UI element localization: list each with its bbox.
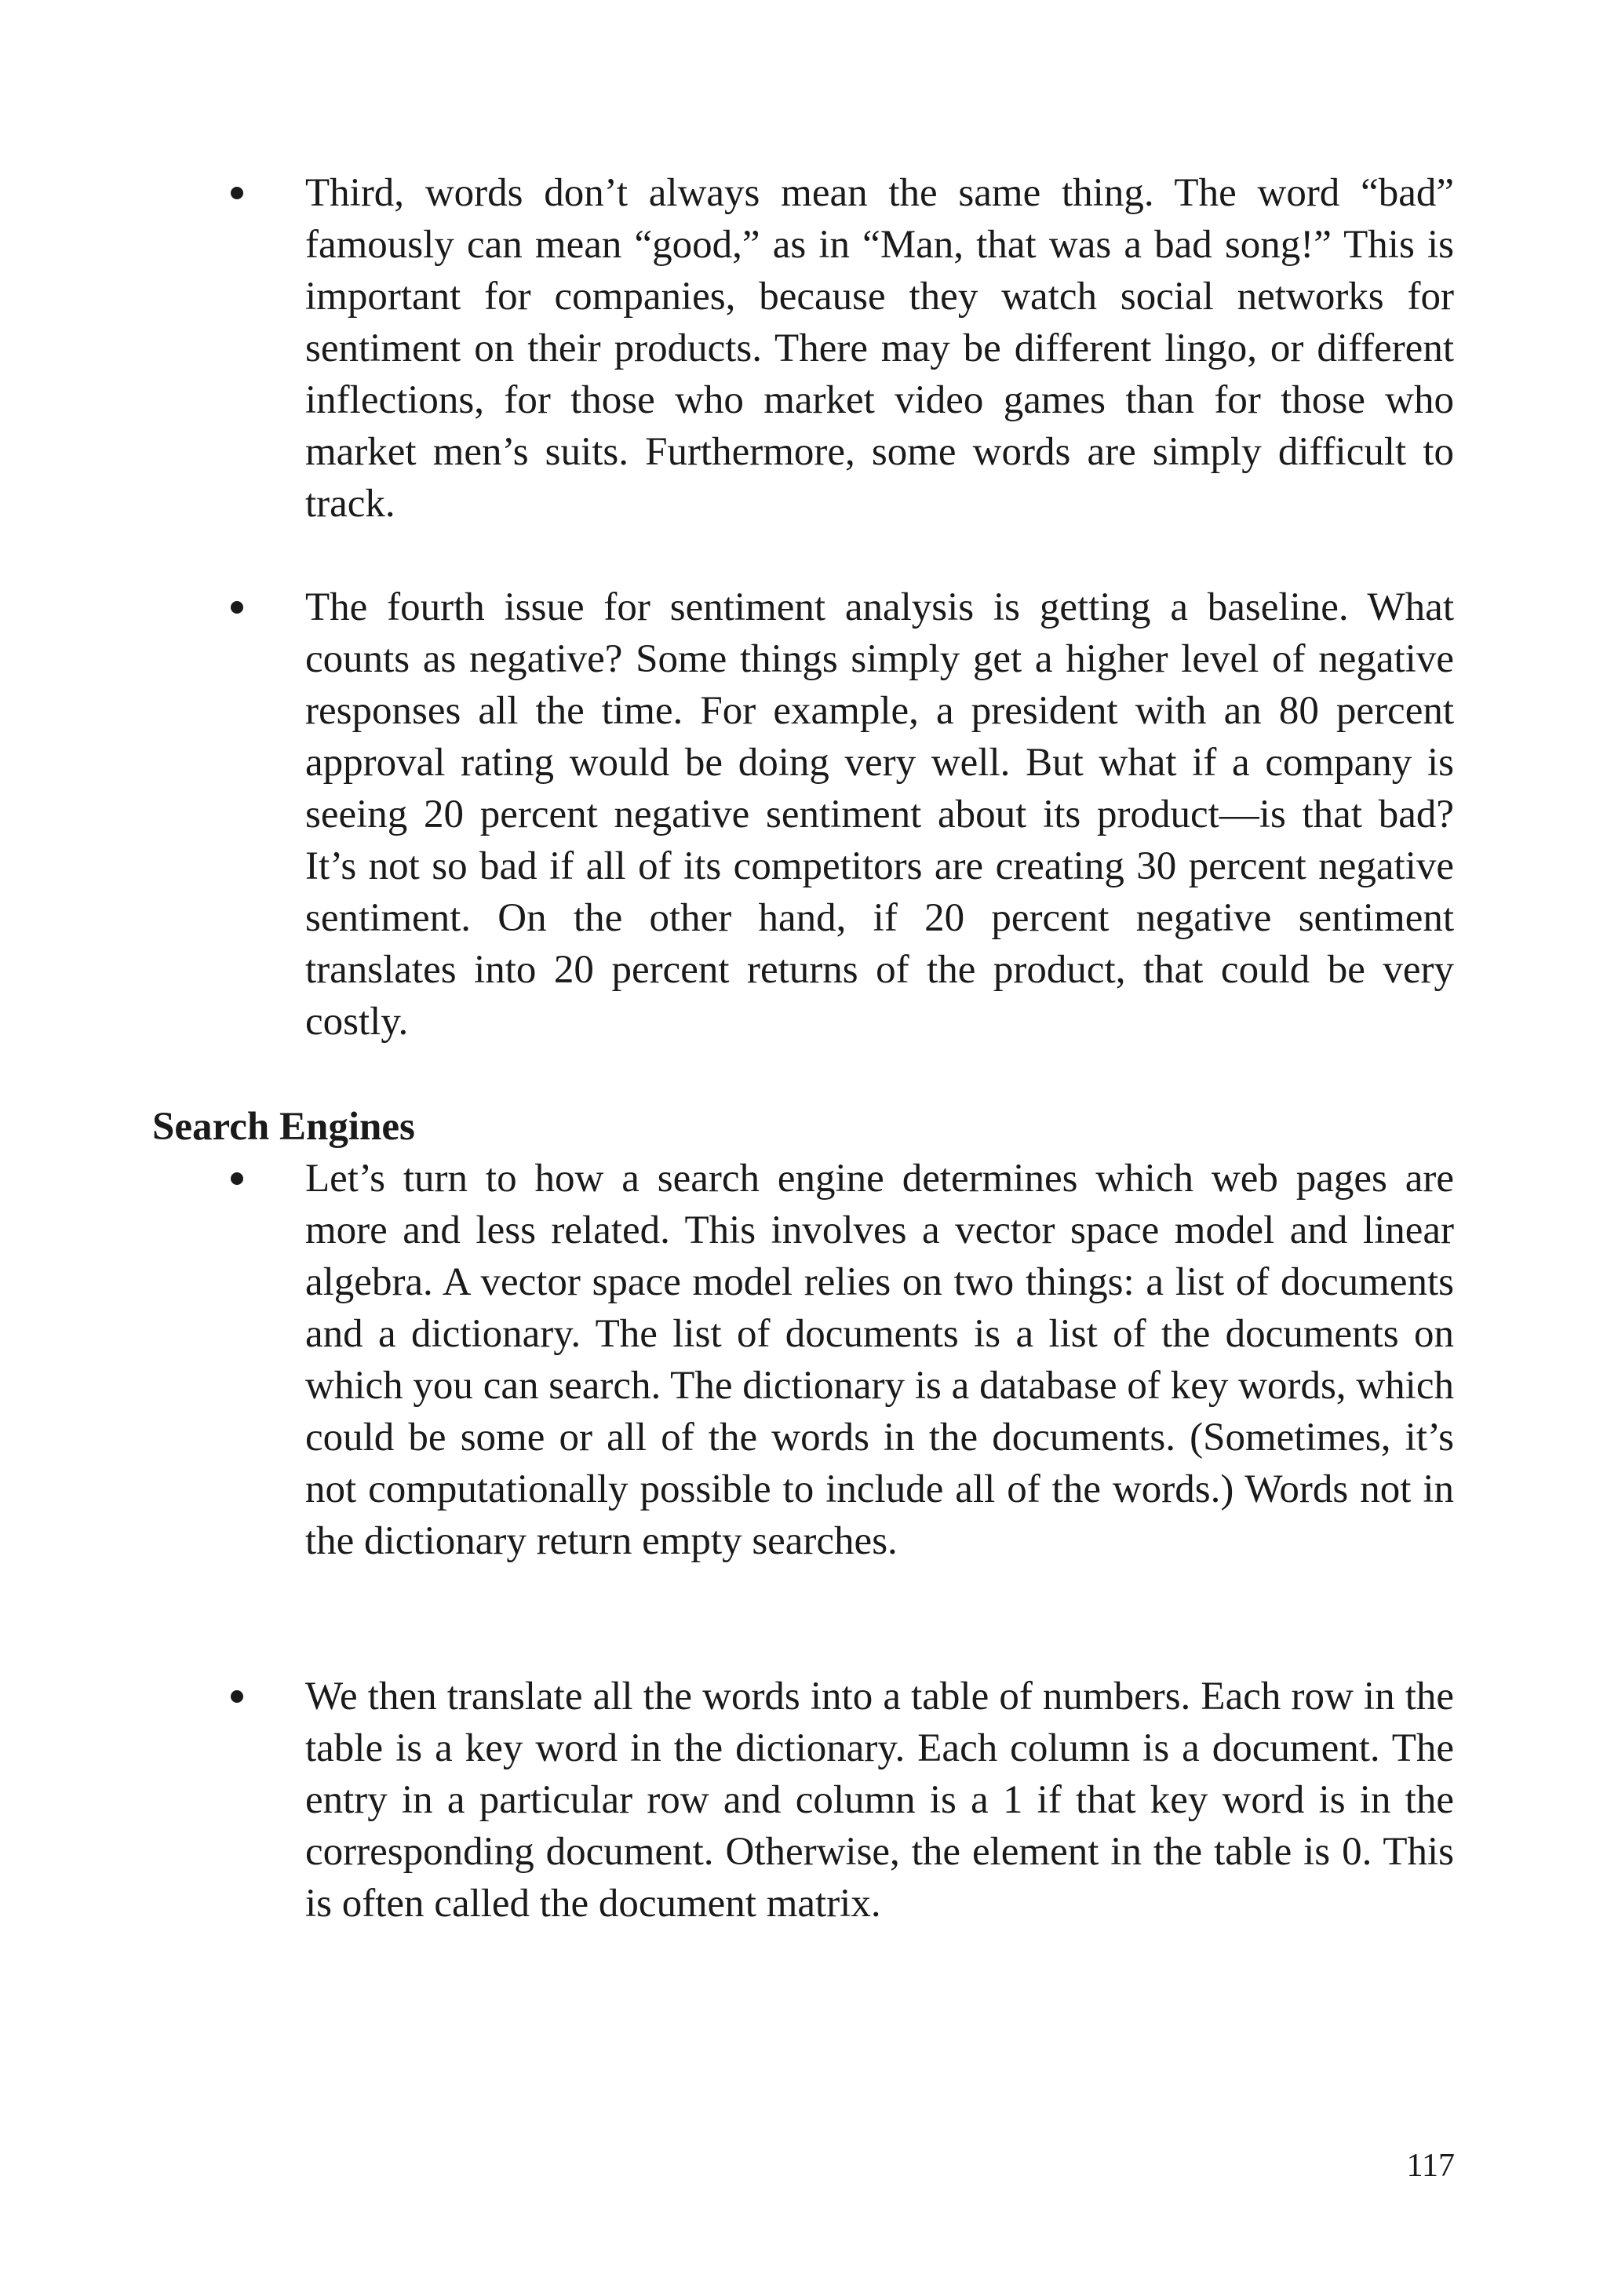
bullet-dot bbox=[231, 601, 243, 614]
page-number: 117 bbox=[1406, 2148, 1455, 2184]
bullet-text: Let’s turn to how a search engine determines which web pages are more and less related. This involves a vector space model and linear algebra. A vector space model relies on two things: a list of documents and a dictionary. The list of documents is a list of the documents on which you can search. The dictionary is a database of key words, which could be some or all of the words in the documents. (Sometimes, it’s not computationally possible to include all of the words.) Words not in the dictionary return empty searches. bbox=[305, 1157, 1454, 1563]
bullet-dot bbox=[231, 187, 243, 199]
bullet-text: We then translate all the words into a table of numbers. Each row in the table is a key word in the dictionary. Each column is a document. The entry in a particular row and column is a 1 if that key word is in the corresponding document. Otherwise, the element in the table is 0. This is often called the document matrix. bbox=[305, 1675, 1454, 1926]
bullet-dot bbox=[231, 1172, 243, 1185]
section-heading: Search Engines bbox=[152, 1105, 415, 1149]
bullet-text: Third, words don’t always mean the same thing. The word “bad” famously can mean “good,” as in “Man, that was a bad song!” This is important for companies, because they watch social networks for sentiment on their products. There may be different lingo, or different inflections, for those who market video games than for those who market men’s suits. Furthermore, some words are simply difficult to track. bbox=[305, 171, 1454, 526]
bullet-text: The fourth issue for sentiment analysis is getting a baseline. What counts as negative? Some things simply get a higher level of negative responses all the time. For example, a president with an 80 percent approval rating would be doing very well. But what if a company is seeing 20 percent negative sentiment about its product—is that bad? It’s not so bad if all of its competitors are creating 30 percent negative sentiment. On the other hand, if 20 percent negative sentiment translates into 20 percent returns of the product, that could be very costly. bbox=[305, 585, 1454, 1044]
bullet-dot bbox=[231, 1690, 243, 1703]
